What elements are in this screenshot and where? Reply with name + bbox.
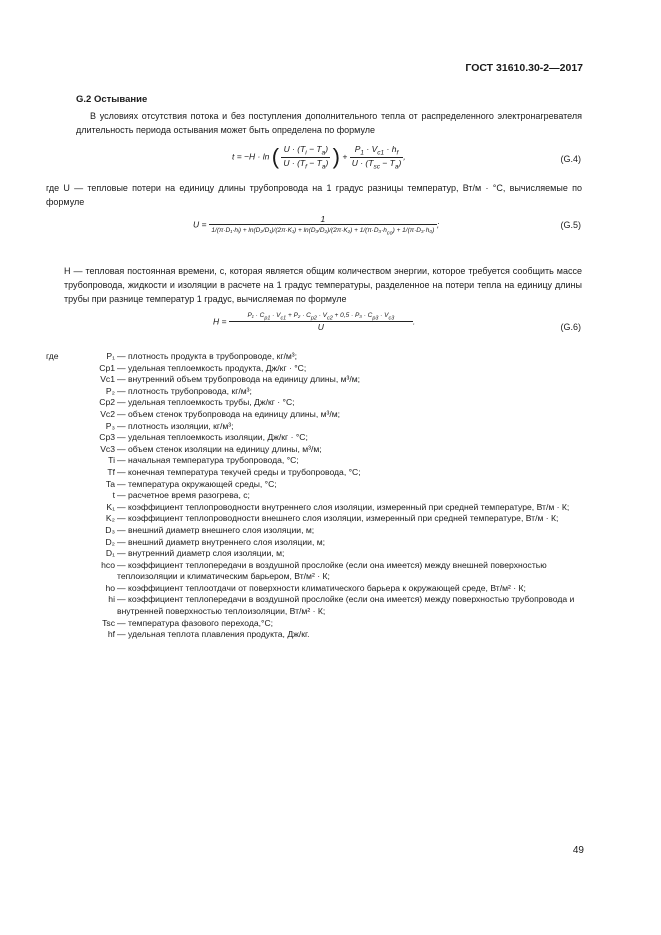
section-title: G.2 Остывание: [76, 94, 148, 105]
legend-row: Cp3 — удельная теплоемкость изоляции, Дж/кг · °С;: [99, 432, 308, 443]
where-h-paragraph: H — тепловая постоянная времени, с, которая является общим количеством энергии, которое требуется сообщить массе трубопровода, жидкости и изоляции в расчете на 1 градус температуры, разделенное на потери тепла на единицу длины трубы при разнице температур 1 градус, вычисляемая по формуле: [64, 266, 582, 304]
legend-row: Tf — конечная температура текучей среды и трубопровода, °С;: [107, 466, 361, 477]
legend-row: Ta — температура окружающей среды, °С;: [105, 478, 277, 489]
symbol-legend: [46, 351, 586, 641]
standard-header: ГОСТ 31610.30-2—2017: [465, 62, 583, 74]
eq-g6-lhs: H =: [213, 316, 227, 327]
legend-row: Vc2 — объем стенок трубопровода на единицу длины, м³/м;: [100, 408, 341, 419]
where-u-paragraph: где U — тепловые потери на единицу длины трубопровода на 1 градус разницы температур, Вт/м · °С, вычисляемые по формуле: [46, 183, 582, 207]
eq-g4-plus: +: [342, 151, 348, 162]
legend-row: hco — коэффициент теплопередачи в воздушной прослойке (если она имеется) между внешней поверхностью теплоизоляции и климатическим барьером, Вт/м² · К;: [101, 559, 547, 582]
legend-row: Tsc — температура фазового перехода,°С;: [102, 617, 274, 628]
legend-row: hf — удельная теплота плавления продукта, Дж/кг.: [107, 629, 310, 640]
legend-prefix: где: [46, 351, 59, 361]
legend-row: P₃ — плотность изоляции, кг/м³;: [105, 420, 234, 431]
legend-row: P₂ — плотность трубопровода, кг/м³;: [105, 385, 252, 396]
legend-row: K₁ — коэффициент теплопроводности внутреннего слоя изоляции, измеренный при средней температуре, Вт/м · К;: [106, 501, 570, 512]
equation-g6: H = $\frac{P_1 \cdot C_{p1} \cdot V_{c1} + P_2 \cdot C_{p2} \cdot V_{c2} + 0,5 \cdot P_3 \cdot C_{p3} \cdot V_{c3}}{U}$ .: [213, 312, 416, 333]
legend-row: Vc3 — объем стенок изоляции на единицу длины, м³/м;: [100, 443, 322, 454]
legend-row: D₁ — внутренний диаметр слоя изоляции, м;: [105, 548, 285, 559]
equation-number-g6: (G.6): [560, 322, 581, 332]
legend-row: ho — коэффициент теплоотдачи от поверхности климатического барьера к окружающей среде, Вт/м² · К;: [105, 582, 526, 593]
eq-g5-lhs: U =: [193, 219, 207, 230]
legend-row: Ti — начальная температура трубопровода, °С;: [108, 455, 299, 466]
equation-number-g4: (G.4): [560, 154, 581, 164]
legend-row: Cp2 — удельная теплоемкость трубы, Дж/кг · °С;: [99, 397, 295, 408]
equation-g4: t = −H · ln ( $\frac{U \cdot (T_i - T_a)}{U \cdot (T_f - T_a)}$ ) + $\frac{P_1 \cdot V_{c1} \cdot h_f}{U \cdot (T_{sc} - T_a)}$ ,: [232, 144, 406, 171]
legend-row: Cp1 — удельная теплоемкость продукта, Дж/кг · °С;: [99, 362, 307, 373]
legend-row: D₃ — внешний диаметр внешнего слоя изоляции, м;: [105, 524, 315, 535]
eq-g6-denominator: U: [317, 322, 324, 333]
legend-row: Vc1 — внутренний объем трубопровода на единицу длины, м³/м;: [100, 374, 361, 385]
legend-row: K₂ — коэффициент теплопроводности внешнего слоя изоляции, измеренный при средней температуре, Вт/м · К;: [105, 513, 559, 524]
legend-row: где P₁ — плотность продукта в трубопроводе, кг/м³;: [46, 351, 298, 361]
equation-g5: U = 1 1/(π·D₁·hᵢ) + $\ln(D_2/D_1)/(2\pi\cdot K_1) + \ln(D_3/D_2)/(2\pi\cdot K_2) + 1/(\pi\cdot D_3\cdot h_{co}) + 1/(\pi\cdot D_3\cdot h_0)$ ;: [193, 214, 440, 237]
legend-row: D₂ — внешний диаметр внутреннего слоя изоляции, м;: [105, 536, 326, 547]
legend-row: hi — коэффициент теплопередачи в воздушной прослойке (если она имеется) между поверхностью трубопровода и внутренней поверхностью теплоизоляции, Вт/м² · К;: [108, 594, 575, 617]
intro-paragraph: В условиях отсутствия потока и без поступления дополнительного тепла от распределенного электронагревателя длительность периода остывания может быть определена по формуле: [76, 111, 582, 135]
page-number: 49: [572, 845, 584, 856]
equation-number-g5: (G.5): [560, 220, 581, 230]
eq-g4-lhs: t = −H · ln: [232, 151, 270, 162]
legend-row: t — расчетное время разогрева, с;: [112, 490, 250, 501]
eq-g5-numerator: 1: [209, 214, 437, 225]
